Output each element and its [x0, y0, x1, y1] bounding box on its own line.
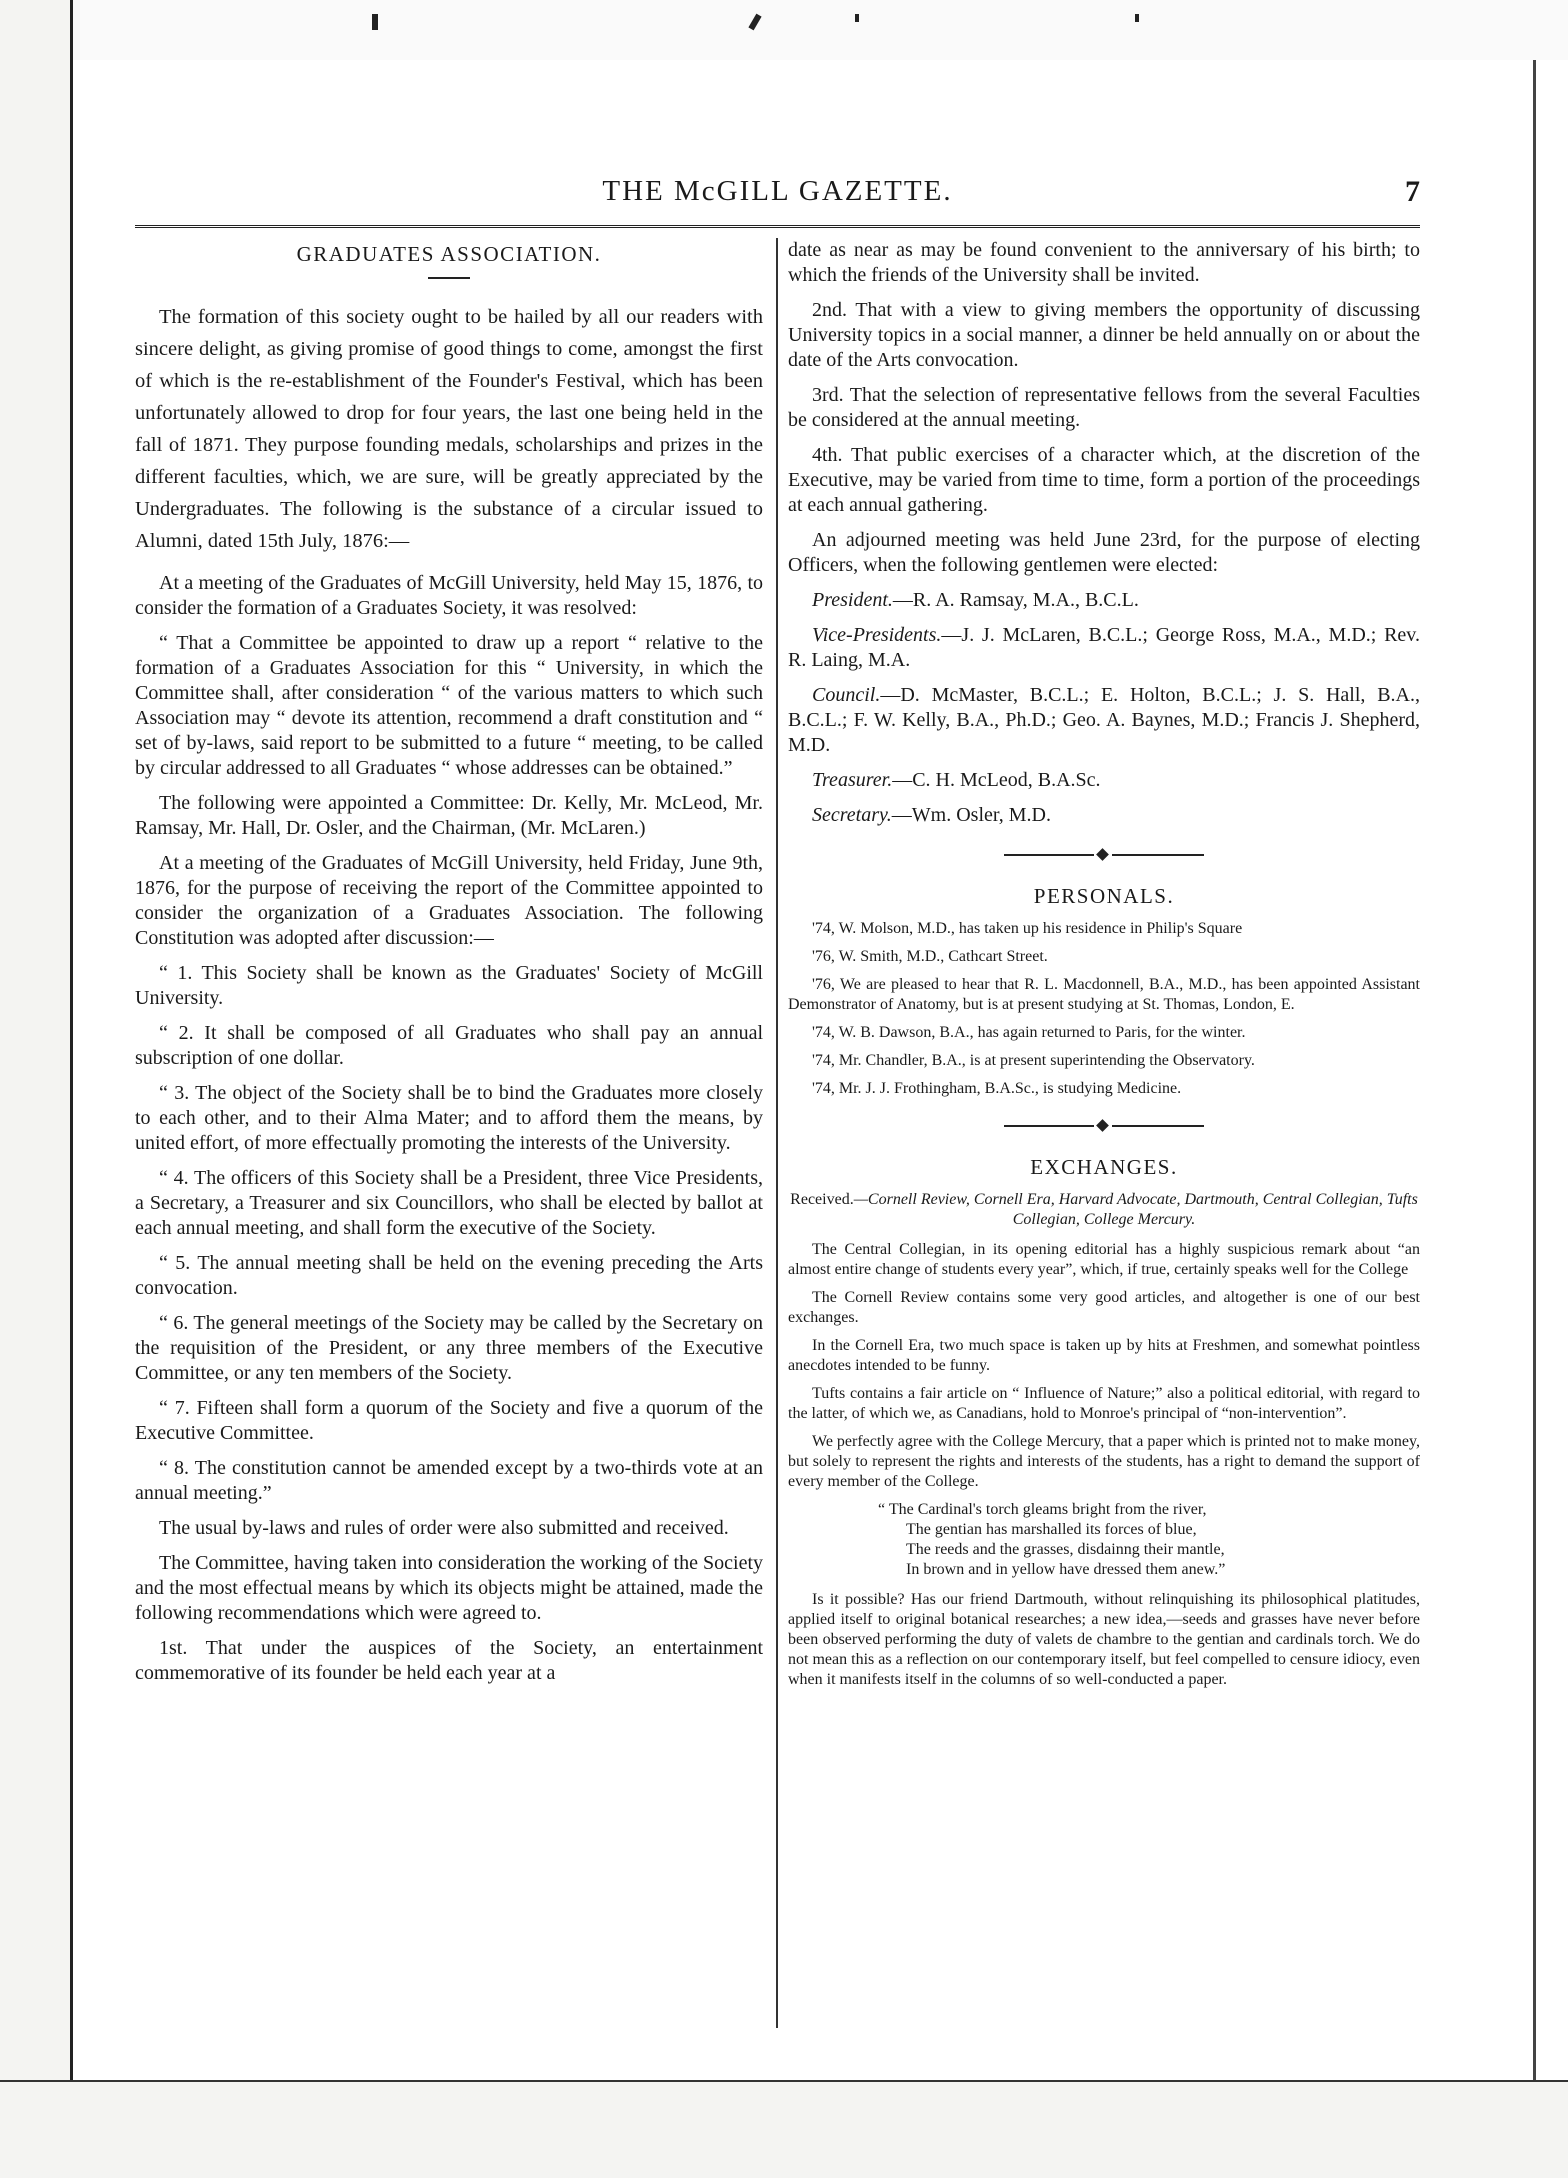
officer-names: —D. McMaster, B.C.L.; E. Holton, B.C.L.; J. S. Hall, B.A., B.C.L.; F. W. Kelly, B.A., Ph.D.; Geo. A. Baynes, M.D.; Francis J. Shepherd, M.D.	[788, 684, 1420, 756]
section-ornament	[1004, 1119, 1204, 1133]
officer-names: —C. H. McLeod, B.A.Sc.	[892, 769, 1101, 791]
received-list	[788, 1190, 1420, 1230]
right-column	[788, 238, 1420, 1698]
officer-names: —Wm. Osler, M.D.	[891, 804, 1051, 826]
poem-line: “ The Cardinal's torch gleams bright from the river,	[878, 1501, 1207, 1518]
bylaws-note: The usual by-laws and rules of order were also submitted and received.	[159, 1517, 729, 1539]
title-rule	[428, 277, 470, 279]
personal-item: '74, W. Molson, M.D., has taken up his residence in Philip's Square	[812, 920, 1243, 937]
exchange-paragraph: In the Cornell Era, two much space is taken up by hits at Freshmen, and somewhat pointless anecdotes intended to be funny.	[788, 1337, 1420, 1374]
scan-bottom-margin	[0, 2080, 1568, 2178]
exchange-paragraph: Tufts contains a fair article on “ Influence of Nature;” also a political editorial, with regard to the latter, of which we, as Canadians, hold to Monroe's principal of “non-intervention”.	[788, 1385, 1420, 1422]
recommendation-2: 2nd. That with a view to giving members the opportunity of discussing University topics in a social manner, a dinner be held annually on or about the date of the Arts convocation.	[788, 299, 1420, 371]
scan-top-margin	[0, 0, 1568, 60]
meeting-2: At a meeting of the Graduates of McGill University, held Friday, June 9th, 1876, for the purpose of receiving the report of the Committee appointed to consider the organization of a Graduates Association. The following Constitution was adopted after discussion:—	[135, 852, 763, 949]
ornament-line	[1004, 854, 1094, 856]
constitution-article: “ 2. It shall be composed of all Graduates who shall pay an annual subscription of one dollar.	[135, 1022, 763, 1069]
constitution-article: “ 5. The annual meeting shall be held on the evening preceding the Arts convocation.	[135, 1252, 763, 1299]
officer-role: Vice-Presidents.	[812, 624, 942, 646]
left-column	[135, 238, 763, 1696]
officer-names: —R. A. Ramsay, M.A., B.C.L.	[892, 589, 1139, 611]
recommendation-3: 3rd. That the selection of representative fellows from the several Faculties be considered at the annual meeting.	[788, 384, 1420, 431]
officer-entry	[788, 623, 1420, 673]
recommendations-intro: The Committee, having taken into consideration the working of the Society and the most effectual means by which its objects might be attained, made the following recommendations which were agreed to.	[135, 1552, 763, 1624]
column-divider	[776, 238, 778, 2028]
exchanges-body	[788, 1190, 1420, 1690]
personal-item: '74, W. B. Dawson, B.A., has again returned to Paris, for the winter.	[812, 1024, 1246, 1041]
officer-role: Secretary.	[812, 804, 892, 826]
poem-line: The reeds and the grasses, disdainng their mantle,	[906, 1541, 1225, 1558]
ornament-line	[1004, 1125, 1094, 1127]
exchange-paragraph: The Cornell Review contains some very good articles, and altogether is one of our best exchanges.	[788, 1289, 1420, 1326]
recommendation-4: 4th. That public exercises of a character which, at the discretion of the Executive, may be varied from time to time, form a portion of the proceedings at each annual gathering.	[788, 444, 1420, 516]
personals-title: PERSONALS.	[1033, 884, 1175, 908]
received-label: Received.	[790, 1191, 854, 1208]
exchange-paragraph: The Central Collegian, in its opening editorial has a highly suspicious remark about “an almost entire change of students every year”, which, if true, certainly speaks well for the College	[788, 1241, 1420, 1278]
scan-left-margin	[0, 0, 73, 2176]
officer-role: Council.	[812, 684, 881, 706]
constitution-article: “ 6. The general meetings of the Society may be called by the Secretary on the requisition of the President, or any three members of the Executive Committee, or any ten members of the Society.	[135, 1312, 763, 1384]
section-ornament	[1004, 848, 1204, 862]
scan-speck	[1135, 14, 1139, 22]
recommendation-1-continued: date as near as may be found convenient to the anniversary of his birth; to which the friends of the University shall be invited.	[788, 239, 1420, 286]
officer-entry	[788, 588, 1420, 613]
poem-line: In brown and in yellow have dressed them anew.”	[906, 1561, 1226, 1578]
ornament-diamond	[1096, 1119, 1109, 1132]
personal-item: '74, Mr. J. J. Frothingham, B.A.Sc., is studying Medicine.	[812, 1080, 1182, 1097]
scan-right-edge	[1533, 60, 1536, 2090]
officer-entry	[788, 768, 1420, 793]
adjourned-meeting: An adjourned meeting was held June 23rd, for the purpose of electing Officers, when the following gentlemen were elected:	[788, 529, 1420, 576]
constitution-article: “ 4. The officers of this Society shall be a President, three Vice Presidents, a Secretary, a Treasurer and six Councillors, who shall be elected by ballot at each annual meeting, and shall form the executive of the Society.	[135, 1167, 763, 1239]
quoted-poem	[788, 1500, 1420, 1580]
officer-entry	[788, 803, 1420, 828]
constitution-article: “ 8. The constitution cannot be amended except by a two-thirds vote at an annual meeting.”	[135, 1457, 763, 1504]
exchange-paragraph: Is it possible? Has our friend Dartmouth, without relinquishing its philosophical platitudes, applied itself to original botanical researches; a new idea,—seeds and grasses have never before been observed performing the duty of valets de chambre to the gentian and cardinals torch. We do not mean this as a reflection on our contemporary itself, but feel compelled to censure idiocy, even when it manifests itself in the columns of so well-conducted a paper.	[788, 1591, 1420, 1688]
masthead-title: THE McGILL GAZETTE.	[602, 175, 953, 207]
ornament-diamond	[1096, 848, 1109, 861]
personal-item: '76, We are pleased to hear that R. L. Macdonnell, B.A., M.D., has been appointed Assistant Demonstrator of Anatomy, but is at present studying at St. Thomas, London, E.	[788, 976, 1420, 1013]
constitution-article: “ 7. Fifteen shall form a quorum of the Society and five a quorum of the Executive Committee.	[135, 1397, 763, 1444]
scan-speck	[372, 14, 378, 30]
received-titles: —Cornell Review, Cornell Era, Harvard Advocate, Dartmouth, Central Collegian, Tufts Collegian, College Mercury.	[853, 1191, 1418, 1228]
poem-line: The gentian has marshalled its forces of blue,	[906, 1521, 1197, 1538]
resolution: “ That a Committee be appointed to draw up a report “ relative to the formation of a Graduates Association for this “ University, in which the Committee shall, after consideration “ of the various matters to which such Association may “ devote its attention, recommend a draft constitution and “ set of by-laws, said report to be submitted to a future “ meeting, to be called by circular addressed to all Graduates “ whose addresses can be obtained.”	[135, 632, 763, 779]
personals-list	[788, 919, 1420, 1099]
meeting-1: At a meeting of the Graduates of McGill University, held May 15, 1876, to consider the formation of a Graduates Society, it was resolved:	[135, 572, 763, 619]
officer-role: Treasurer.	[812, 769, 893, 791]
scan-speck	[855, 14, 859, 22]
committee-list: The following were appointed a Committee: Dr. Kelly, Mr. McLeod, Mr. Ramsay, Mr. Hall, Dr. Osler, and the Chairman, (Mr. McLaren.)	[135, 792, 763, 839]
officer-role: President.	[812, 589, 893, 611]
page-header	[135, 175, 1420, 228]
page-number: 7	[1405, 175, 1420, 208]
constitution-article: “ 3. The object of the Society shall be to bind the Graduates more closely to each other, and to their Alma Mater; and to afford them the means, by united effort, of more effectually promoting the interests of the University.	[135, 1082, 763, 1154]
exchange-paragraph: We perfectly agree with the College Mercury, that a paper which is printed not to make money, but solely to represent the rights and interests of the students, has a right to demand the support of every member of the College.	[788, 1433, 1420, 1490]
graduates-title: GRADUATES ASSOCIATION.	[296, 242, 602, 266]
officer-entry	[788, 683, 1420, 758]
scan-speck	[748, 14, 761, 31]
exchanges-title: EXCHANGES.	[1030, 1155, 1178, 1179]
graduates-intro: The formation of this society ought to be hailed by all our readers with sincere delight, as giving promise of good things to come, amongst the first of which is the re-establishment of the Founder's Festival, which has been unfortunately allowed to drop for four years, the last one being held in the fall of 1871. They purpose founding medals, scholarships and prizes in the different faculties, which, we are sure, will be greatly appreciated by the Undergraduates. The following is the substance of a circular issued to Alumni, dated 15th July, 1876:—	[135, 306, 763, 552]
constitution-article: “ 1. This Society shall be known as the Graduates' Society of McGill University.	[135, 962, 763, 1009]
ornament-line	[1112, 854, 1204, 856]
personal-item: '74, Mr. Chandler, B.A., is at present superintending the Observatory.	[812, 1052, 1255, 1069]
officer-names: —J. J. McLaren, B.C.L.; George Ross, M.A., M.D.; Rev. R. Laing, M.A.	[788, 624, 1420, 671]
personal-item: '76, W. Smith, M.D., Cathcart Street.	[812, 948, 1048, 965]
recommendation-1: 1st. That under the auspices of the Society, an entertainment commemorative of its founder be held each year at a	[135, 1637, 763, 1684]
ornament-line	[1112, 1125, 1204, 1127]
